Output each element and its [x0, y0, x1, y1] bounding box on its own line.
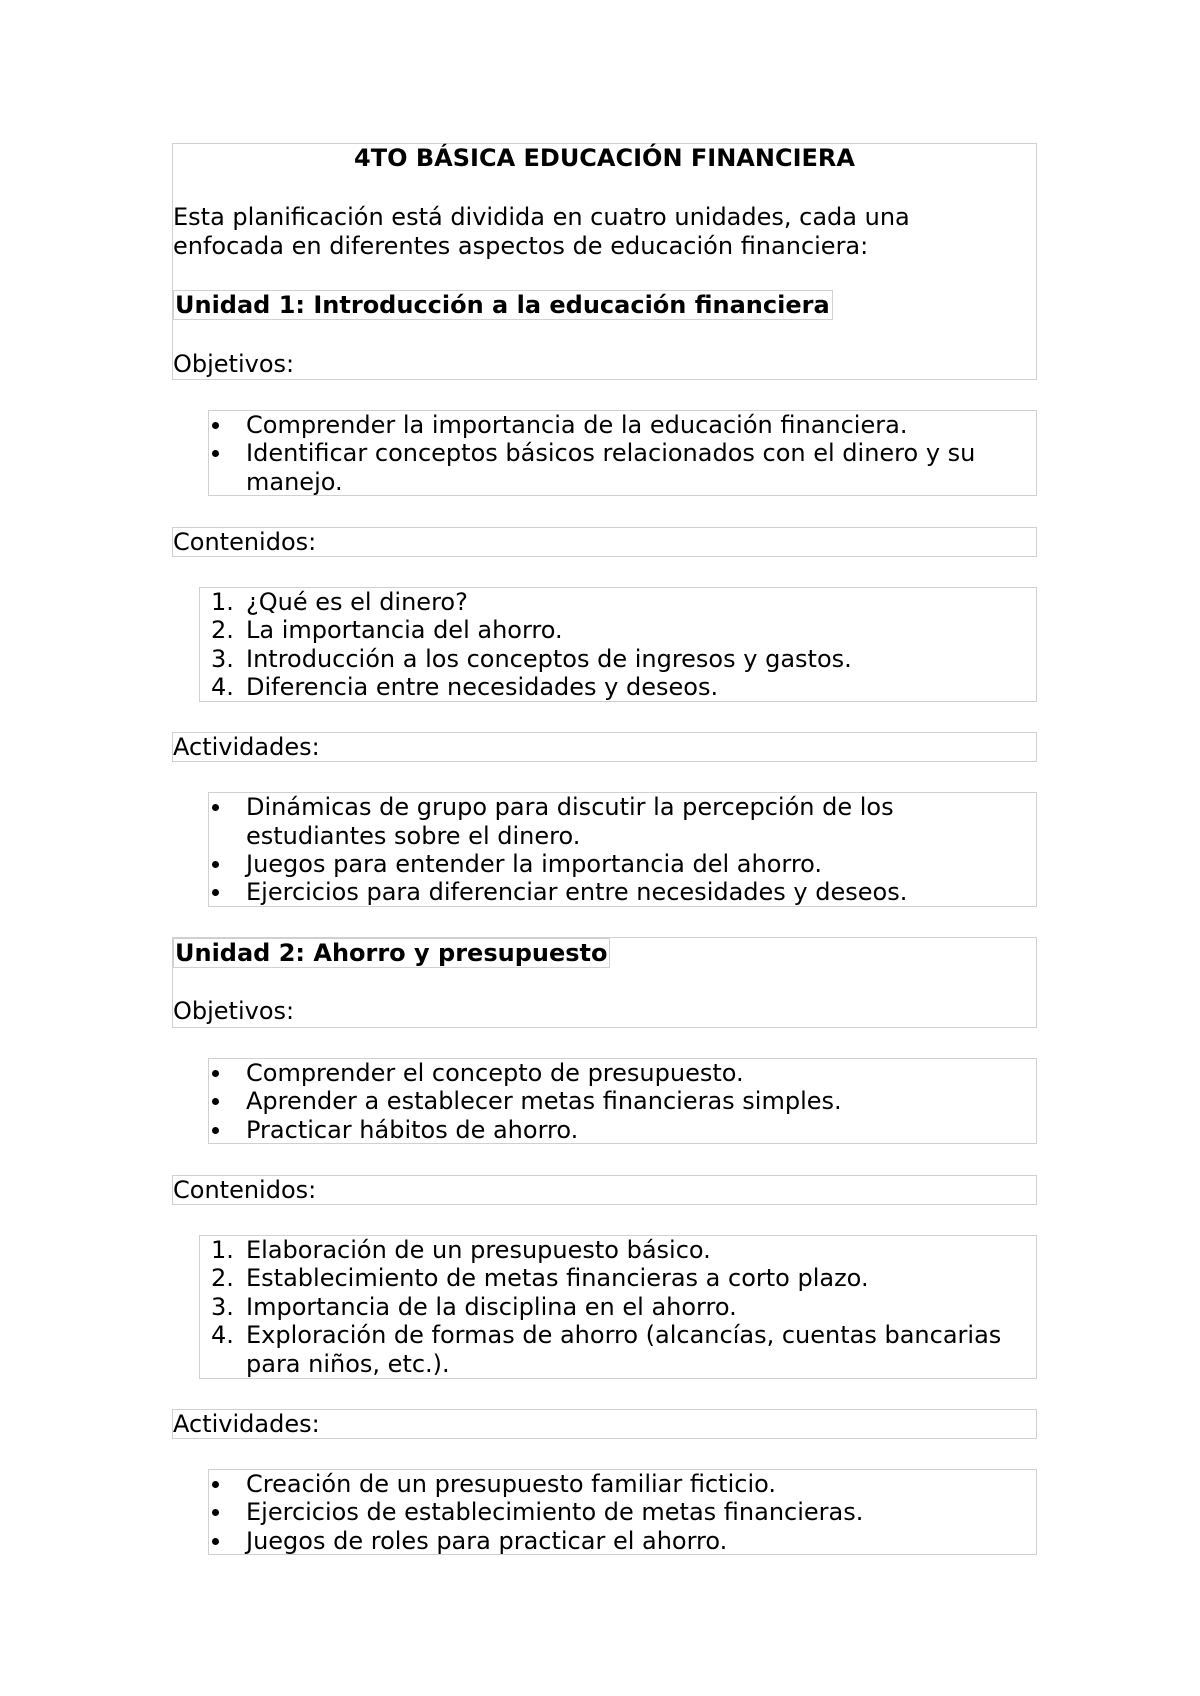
list-bullet	[212, 861, 219, 868]
unit-1-contents-label: Contenidos:	[173, 528, 317, 556]
list-number: 1.	[211, 1236, 234, 1264]
list-item: Creación de un presupuesto familiar ficticio.	[246, 1470, 777, 1498]
intro-text-line-1: Esta planificación está dividida en cuatro unidades, cada una	[173, 203, 910, 231]
list-item: Ejercicios de establecimiento de metas financieras.	[246, 1498, 864, 1526]
list-item: La importancia del ahorro.	[246, 616, 563, 644]
list-item: Exploración de formas de ahorro (alcancías, cuentas bancarias	[246, 1321, 1002, 1349]
list-item: Importancia de la disciplina en el ahorro.	[246, 1293, 737, 1321]
list-bullet	[212, 422, 219, 429]
document-title: 4TO BÁSICA EDUCACIÓN FINANCIERA	[354, 144, 855, 172]
list-bullet	[212, 1538, 219, 1545]
list-bullet	[212, 1481, 219, 1488]
list-bullet	[212, 450, 219, 457]
intro-text-line-2: enfocada en diferentes aspectos de educación financiera:	[173, 232, 869, 260]
intro-section-box	[172, 143, 1037, 380]
unit-2-activities-label: Actividades:	[173, 1410, 320, 1438]
unit-2-objectives-label: Objetivos:	[173, 997, 295, 1025]
list-item: Dinámicas de grupo para discutir la percepción de los	[246, 793, 894, 821]
unit-2-heading: Unidad 2: Ahorro y presupuesto	[173, 938, 610, 968]
list-item: ¿Qué es el dinero?	[246, 588, 468, 616]
list-item: Juegos de roles para practicar el ahorro.	[246, 1527, 728, 1555]
list-bullet	[212, 1509, 219, 1516]
list-item: Comprender la importancia de la educación financiera.	[246, 411, 908, 439]
list-bullet	[212, 889, 219, 896]
list-bullet	[212, 804, 219, 811]
list-number: 3.	[211, 1293, 234, 1321]
list-item: Identificar conceptos básicos relacionados con el dinero y su	[246, 439, 976, 467]
list-item-continuation: estudiantes sobre el dinero.	[246, 822, 581, 850]
unit-1-heading: Unidad 1: Introducción a la educación financiera	[173, 290, 833, 320]
list-item-continuation: manejo.	[246, 468, 343, 496]
list-item-continuation: para niños, etc.).	[246, 1350, 450, 1378]
list-bullet	[212, 1127, 219, 1134]
list-item: Aprender a establecer metas financieras simples.	[246, 1087, 842, 1115]
unit-2-contents-label: Contenidos:	[173, 1176, 317, 1204]
list-number: 2.	[211, 616, 234, 644]
list-item: Practicar hábitos de ahorro.	[246, 1116, 579, 1144]
list-item: Elaboración de un presupuesto básico.	[246, 1236, 711, 1264]
list-item: Diferencia entre necesidades y deseos.	[246, 673, 719, 701]
list-number: 3.	[211, 645, 234, 673]
unit-1-activities-label: Actividades:	[173, 733, 320, 761]
list-item: Ejercicios para diferenciar entre necesidades y deseos.	[246, 878, 908, 906]
list-number: 2.	[211, 1264, 234, 1292]
list-bullet	[212, 1098, 219, 1105]
list-item: Establecimiento de metas financieras a corto plazo.	[246, 1264, 869, 1292]
list-number: 4.	[211, 673, 234, 701]
unit-1-objectives-label: Objetivos:	[173, 350, 295, 378]
list-item: Introducción a los conceptos de ingresos y gastos.	[246, 645, 852, 673]
list-bullet	[212, 1070, 219, 1077]
list-item: Comprender el concepto de presupuesto.	[246, 1059, 744, 1087]
list-number: 4.	[211, 1321, 234, 1349]
list-number: 1.	[211, 588, 234, 616]
list-item: Juegos para entender la importancia del ahorro.	[246, 850, 823, 878]
